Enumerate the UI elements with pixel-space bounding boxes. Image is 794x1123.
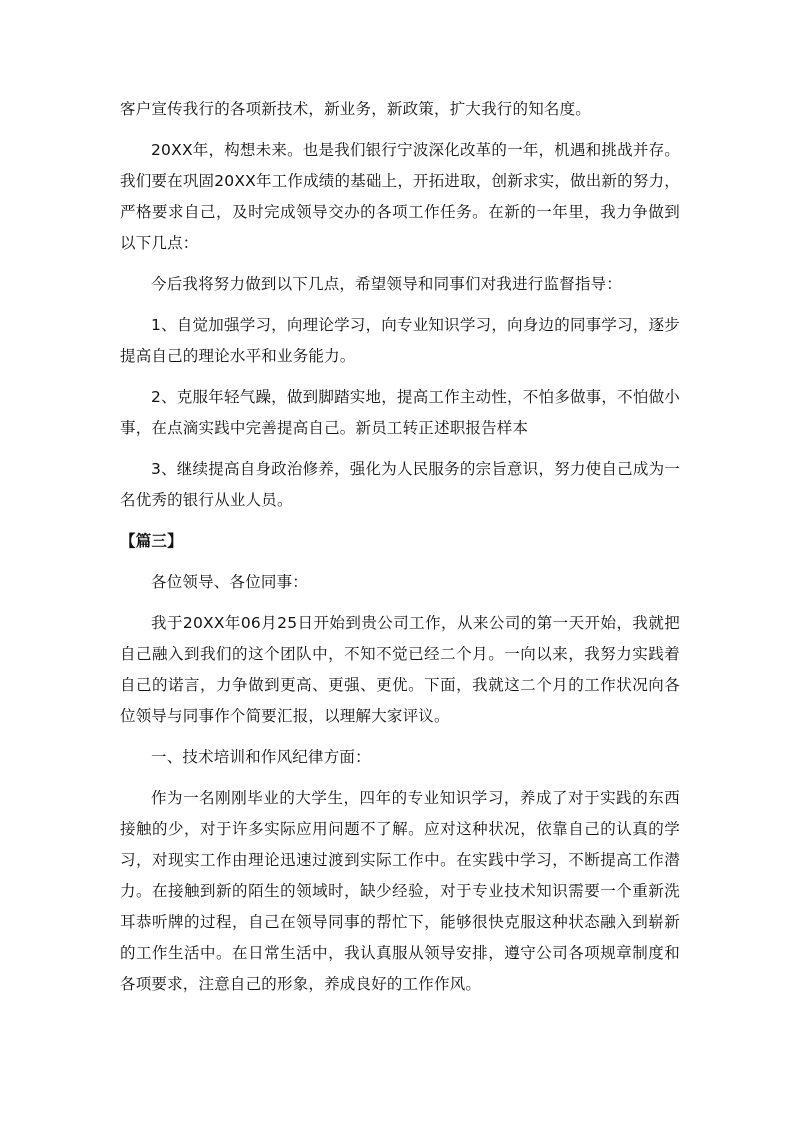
salutation: 各位领导、各位同事： [151, 573, 309, 591]
section-paragraph-1: 我于20XX年06月25日开始到贵公司工作，从来公司的第一天开始，我就把自己融入到我们的这个团队中，不知不觉已经二个月。一向以来，我努力实践着自己的诺言，力争做到更高、更强、更优。下面，我就这二个月的工作状况向各位领导与同事作个简要汇报，以理解大家评议。 [120, 614, 680, 725]
section-heading: 【篇三】 [120, 532, 183, 550]
paragraph-3: 今后我将努力做到以下几点，希望领导和同事们对我进行监督指导： [151, 275, 623, 293]
list-item-2: 2、克服年轻气躁，做到脚踏实地，提高工作主动性，不怕多做事，不怕做小事，在点滴实践中完善提高自己。新员工转正述职报告样本 [120, 388, 680, 437]
paragraph-2: 20XX年，构想未来。也是我们银行宁波深化改革的一年，机遇和挑战并存。我们要在巩固20XX年工作成绩的基础上，开拓进取，创新求实，做出新的努力，严格要求自己，及时完成领导交办的各项工作任务。在新的一年里，我力争做到以下几点： [120, 141, 680, 252]
paragraph-1: 客户宣传我行的各项新技术，新业务，新政策，扩大我行的知名度。 [120, 100, 592, 118]
list-item-1: 1、自觉加强学习，向理论学习，向专业知识学习，向身边的同事学习，逐步提高自己的理论水平和业务能力。 [120, 316, 680, 365]
document-body [120, 94, 680, 1010]
list-item-3: 3、继续提高自身政治修养，强化为人民服务的宗旨意识，努力使自己成为一名优秀的银行从业人员。 [120, 460, 680, 509]
subheading: 一、技术培训和作风纪律方面： [151, 748, 371, 766]
section-paragraph-2: 作为一名刚刚毕业的大学生，四年的专业知识学习，养成了对于实践的东西接触的少，对于许多实际应用问题不了解。应对这种状况，依靠自己的认真的学习，对现实工作由理论迅速过渡到实际工作中。在实践中学习，不断提高工作潜力。在接触到新的陌生的领域时，缺少经验，对于专业技术知识需要一个重新洗耳恭听牌的过程，自己在领导同事的帮忙下，能够很快克服这种状态融入到崭新的工作生活中。在日常生活中，我认真服从领导安排，遵守公司各项规章制度和各项要求，注意自己的形象，养成良好的工作作风。 [120, 789, 680, 993]
